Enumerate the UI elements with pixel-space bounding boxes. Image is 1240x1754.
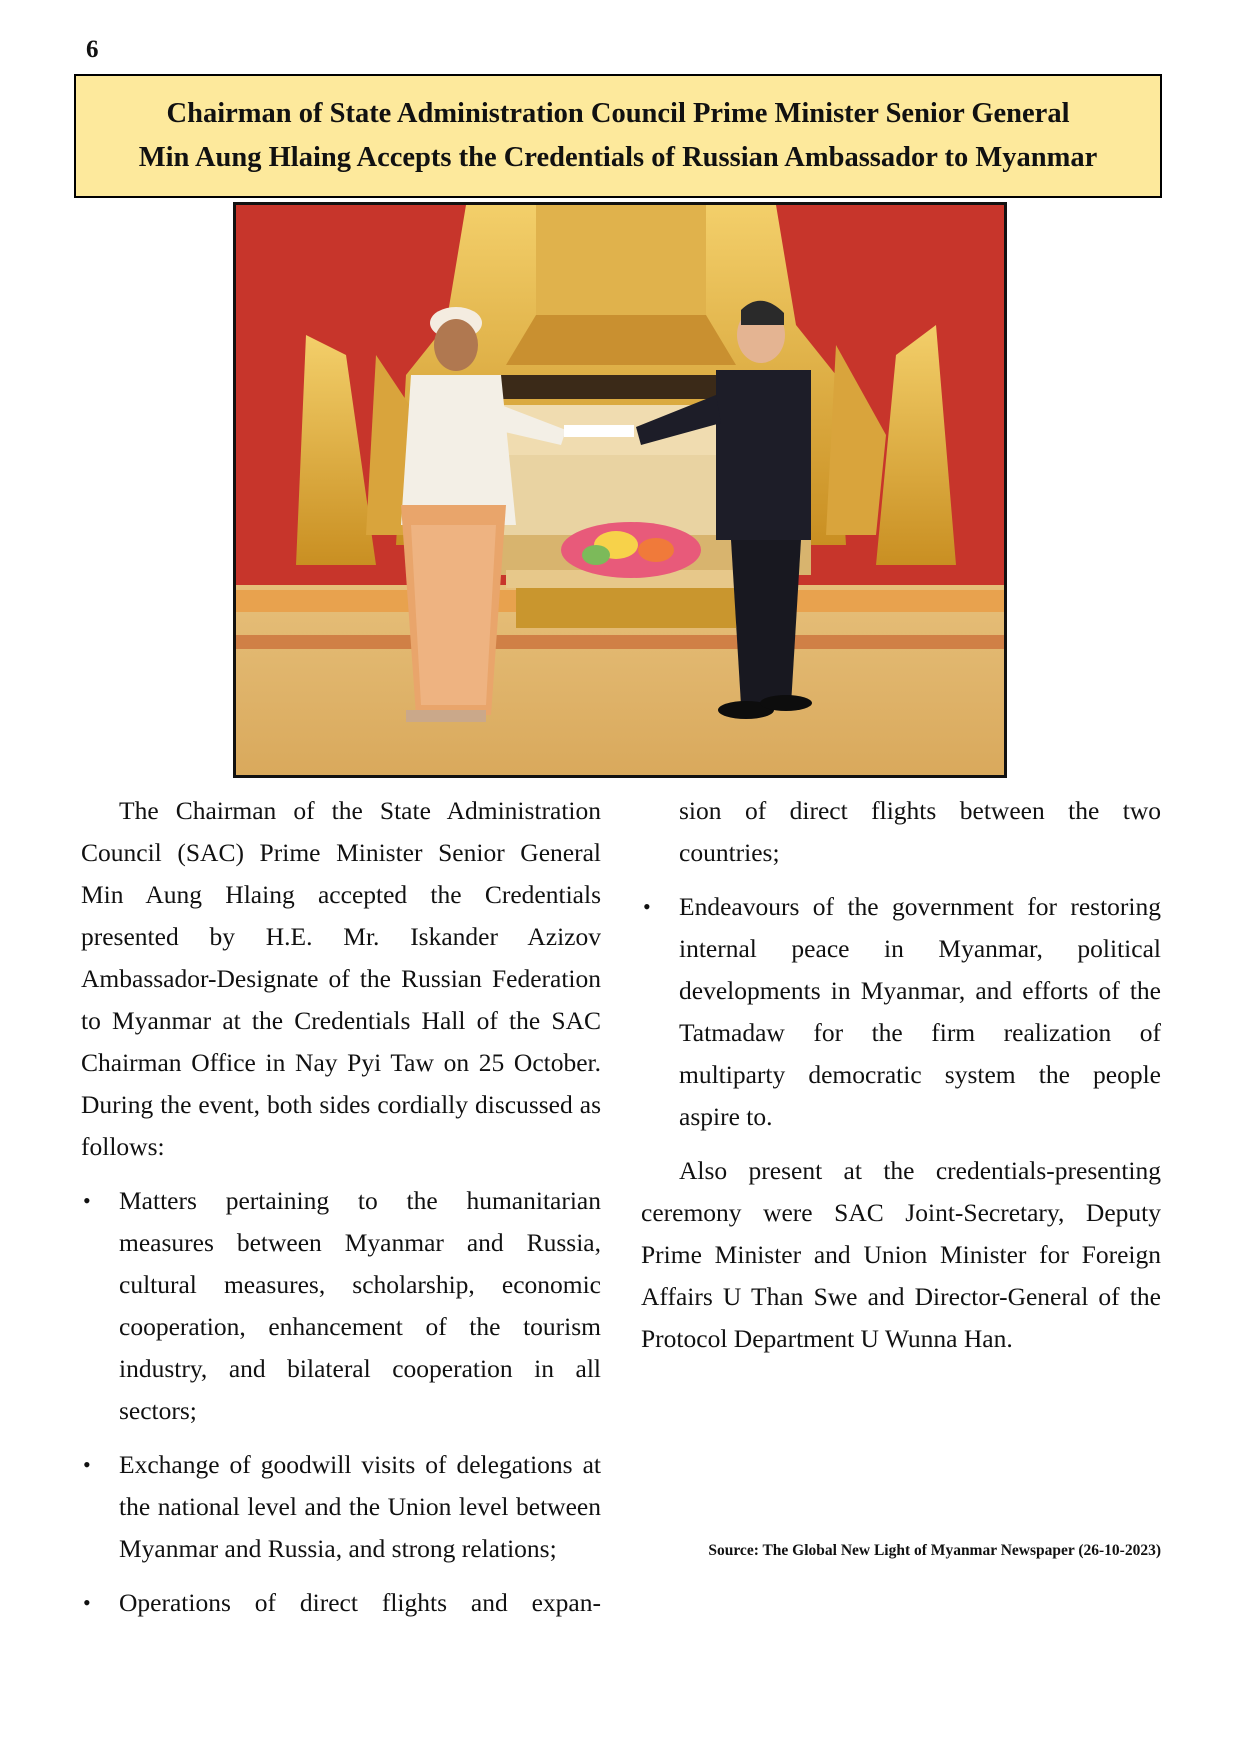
headline-line-2: Min Aung Hlaing Accepts the Credentials of Russian Ambassador to Myanmar bbox=[138, 142, 1098, 173]
article-column-right bbox=[641, 790, 1161, 1372]
bullet-icon: • bbox=[643, 894, 651, 919]
article-closing: Also present at the credentials-presenting ceremony were SAC Joint-Secretary, Deputy Prime Minister and Union Minister for Foreign Affairs U Than Swe and Director-General of the Protocol Department U Wunna Han. bbox=[641, 1156, 1161, 1353]
article-intro: The Chairman of the State Administration Council (SAC) Prime Minister Senior General Min Aung Hlaing accepted the Credentials presented by H.E. Mr. Iskander Azizov Ambassador-Designate of the Russian Federation to Myanmar at the Credentials Hall of the SAC Chairman Office in Nay Pyi Taw on 25 October. During the event, both sides cordially discussed as follows: bbox=[81, 796, 601, 1161]
bullet-icon: • bbox=[83, 1590, 91, 1615]
bullet-icon: • bbox=[83, 1188, 91, 1213]
list-item: • Exchange of goodwill visits of delegations at the national level and the Union level between Myanmar and Russia, and strong relations; bbox=[81, 1444, 601, 1570]
list-item: • Endeavours of the government for restoring internal peace in Myanmar, political developments in Myanmar, and efforts of the Tatmadaw for the firm realization of multiparty democratic system the people aspire to. bbox=[641, 886, 1161, 1138]
page-number: 6 bbox=[86, 36, 99, 63]
article-column-left bbox=[81, 790, 601, 1636]
list-item-continued: sion of direct flights between the two countries; bbox=[679, 796, 1161, 867]
discussion-list bbox=[81, 1180, 601, 1624]
list-item: • Matters pertaining to the humanitarian measures between Myanmar and Russia, cultural measures, scholarship, economic cooperation, enhancement of the tourism industry, and bilateral cooperation in all sectors; bbox=[81, 1180, 601, 1432]
headline-box bbox=[74, 74, 1162, 198]
discussion-list-continued bbox=[641, 886, 1161, 1138]
source-citation: Source: The Global New Light of Myanmar Newspaper (26-10-2023) bbox=[708, 1542, 1161, 1559]
ceremony-photo bbox=[233, 202, 1007, 778]
photo-ceremony-image bbox=[236, 205, 1004, 775]
headline-line-1: Chairman of State Administration Council Prime Minister Senior General bbox=[166, 98, 1070, 129]
list-item: • Operations of direct flights and expan- bbox=[81, 1582, 601, 1624]
bullet-icon: • bbox=[83, 1452, 91, 1477]
